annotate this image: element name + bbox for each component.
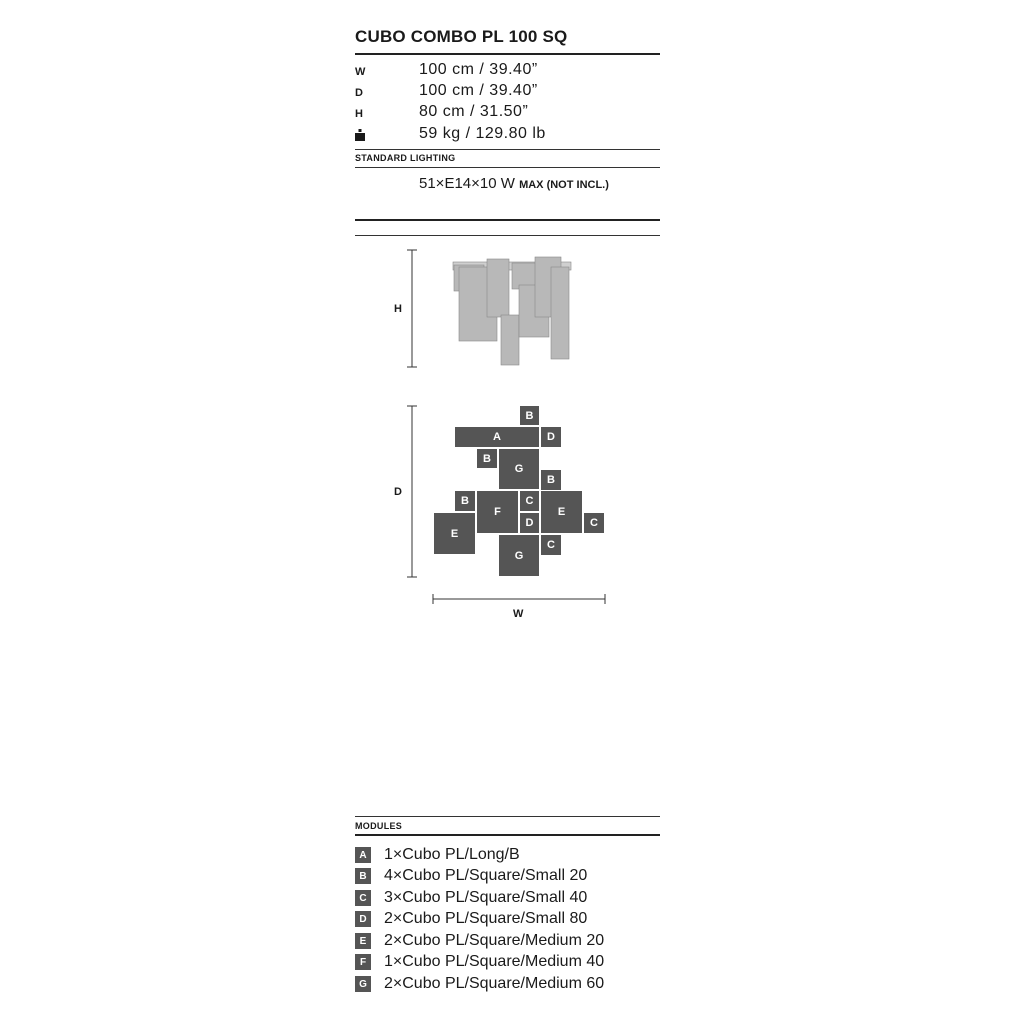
- module-legend-row: [355, 953, 604, 971]
- plan-module-g: G: [498, 534, 540, 577]
- plan-module-c: C: [540, 534, 562, 556]
- depth-label: D: [355, 87, 363, 99]
- modules-top-rule: [355, 816, 660, 817]
- plan-module-c: C: [519, 490, 540, 512]
- module-description: 2×Cubo PL/Square/Small 80: [384, 910, 588, 927]
- module-code-badge: A: [355, 847, 371, 863]
- module-code-badge: D: [355, 911, 371, 927]
- lighting-suffix: MAX (NOT INCL.): [519, 179, 609, 191]
- module-code-badge: F: [355, 954, 371, 970]
- depth-dimension-label: D: [394, 486, 402, 498]
- lighting-rule: [355, 167, 660, 168]
- module-code-badge: C: [355, 890, 371, 906]
- module-description: 2×Cubo PL/Square/Medium 60: [384, 975, 605, 992]
- plan-module-b: B: [476, 448, 498, 469]
- module-description: 2×Cubo PL/Square/Medium 20: [384, 932, 605, 949]
- module-code-badge: G: [355, 976, 371, 992]
- lighting-value: [419, 175, 609, 192]
- weight-value: 59 kg / 129.80 lb: [419, 125, 546, 142]
- width-dimension-label: W: [513, 608, 524, 620]
- plan-module-b: B: [540, 469, 562, 491]
- module-code-badge: E: [355, 933, 371, 949]
- modules-heading: MODULES: [355, 821, 403, 831]
- plan-module-c: C: [583, 512, 605, 534]
- section-rule-1: [355, 219, 660, 221]
- module-legend-row: [355, 932, 604, 950]
- lighting-spec: 51×E14×10 W: [419, 175, 515, 192]
- plan-module-e: E: [433, 512, 476, 555]
- module-legend-row: [355, 889, 587, 907]
- lighting-top-rule: [355, 149, 660, 150]
- module-legend-row: [355, 846, 520, 864]
- plan-module-a: A: [454, 426, 540, 448]
- height-value: 80 cm / 31.50”: [419, 103, 529, 120]
- module-legend-row: [355, 975, 604, 993]
- plan-module-e: E: [540, 490, 583, 534]
- width-value: 100 cm / 39.40”: [419, 61, 538, 78]
- module-description: 1×Cubo PL/Square/Medium 40: [384, 953, 605, 970]
- product-title: CUBO COMBO PL 100 SQ: [355, 27, 568, 46]
- weight-icon: [355, 129, 365, 141]
- plan-module-b: B: [519, 405, 540, 426]
- plan-module-d: D: [519, 512, 540, 534]
- plan-module-b: B: [454, 490, 476, 512]
- module-description: 1×Cubo PL/Long/B: [384, 846, 520, 863]
- module-legend-row: [355, 910, 587, 928]
- chandelier-illustration: [453, 257, 571, 365]
- height-dimension-label: H: [394, 303, 402, 315]
- module-description: 4×Cubo PL/Square/Small 20: [384, 867, 588, 884]
- module-legend-row: [355, 867, 587, 885]
- modules-rule: [355, 834, 660, 836]
- depth-value: 100 cm / 39.40”: [419, 82, 538, 99]
- section-rule-2: [355, 235, 660, 236]
- module-description: 3×Cubo PL/Square/Small 40: [384, 889, 588, 906]
- plan-module-g: G: [498, 448, 540, 490]
- plan-module-d: D: [540, 426, 562, 448]
- width-label: W: [355, 66, 366, 78]
- height-label: H: [355, 108, 363, 120]
- module-code-badge: B: [355, 868, 371, 884]
- lighting-heading: STANDARD LIGHTING: [355, 153, 456, 163]
- title-rule: [355, 53, 660, 55]
- elevation-drawing: [395, 245, 635, 375]
- plan-module-f: F: [476, 490, 519, 534]
